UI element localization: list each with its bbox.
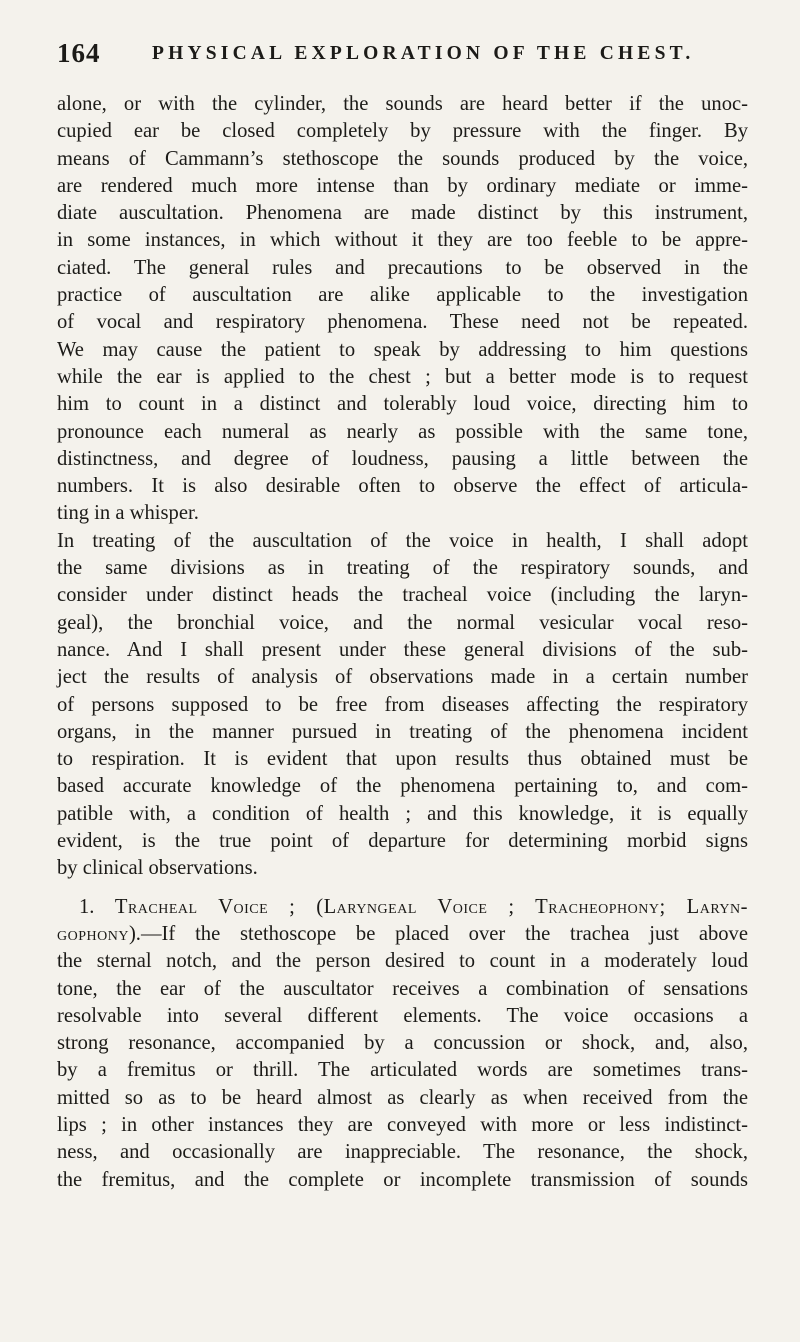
section-number: 1. [79, 895, 95, 918]
text-line: pronounce each numeral as nearly as possible with the same tone, [57, 420, 748, 443]
text-line: strong resonance, accompanied by a concussion or shock, and, also, [57, 1032, 748, 1055]
text-line: ciated. The general rules and precautions to be observed in the [57, 256, 748, 279]
text-line: based accurate knowledge of the phenomena pertaining to, and com- [57, 775, 748, 798]
text-line: while the ear is applied to the chest ; but a better mode is to request [57, 365, 748, 388]
text-line: the same divisions as in treating of the respiratory sounds, and [57, 557, 748, 580]
text-line: in some instances, in which without it they are too feeble to be appre- [57, 229, 748, 252]
text-line: him to count in a distinct and tolerably loud voice, directing him to [57, 393, 748, 416]
text-line: of persons supposed to be free from diseases affecting the respiratory [57, 693, 748, 716]
text-line: ting in a whisper. [57, 502, 199, 525]
text-line: In treating of the auscultation of the voice in health, I shall adopt [57, 529, 748, 552]
text-line: ness, and occasionally are inappreciable. The resonance, the shock, [57, 1141, 748, 1164]
text-line: ject the results of analysis of observations made in a certain number [57, 666, 748, 689]
text-line: the fremitus, and the complete or incomplete transmission of sounds [57, 1168, 748, 1191]
text-line: cupied ear be closed completely by pressure with the finger. By [57, 120, 748, 143]
running-title: PHYSICAL EXPLORATION OF THE CHEST. [152, 43, 695, 64]
text-line: mitted so as to be heard almost as clearly as when received from the [57, 1086, 748, 1109]
text-line: of vocal and respiratory phenomena. These need not be repeated. [57, 311, 748, 334]
paragraph-auscultation-voice [57, 91, 748, 528]
section-text: ).—If the stethoscope be placed over the trachea just above [128, 922, 748, 945]
text-line: means of Cammann’s stethoscope the sounds produced by the voice, [57, 147, 748, 170]
section-tracheal-voice [57, 894, 748, 1194]
text-line: evident, is the true point of departure for determining morbid signs [57, 830, 748, 853]
text-line: practice of auscultation are alike applicable to the investigation [57, 284, 748, 307]
section-heading-continued: gophony [57, 922, 129, 945]
paragraph-voice-in-health [57, 528, 748, 883]
text-line: geal), the bronchial voice, and the normal vesicular vocal reso- [57, 611, 748, 634]
text-line: by clinical observations. [57, 857, 258, 880]
section-heading-line [57, 894, 748, 921]
text-line: the sternal notch, and the person desired to count in a moderately loud [57, 950, 748, 973]
section-heading-line [57, 921, 748, 948]
text-line: resolvable into several different elements. The voice occasions a [57, 1004, 748, 1027]
running-header [57, 38, 757, 78]
text-line: tone, the ear of the auscultator receives a combination of sensations [57, 977, 748, 1000]
text-line: to respiration. It is evident that upon results thus obtained must be [57, 748, 748, 771]
section-heading: Tracheal Voice ; (Laryngeal Voice ; Tracheophony; Laryn- [114, 895, 748, 918]
text-line: are rendered much more intense than by ordinary mediate or imme- [57, 174, 748, 197]
text-line: We may cause the patient to speak by addressing to him questions [57, 338, 748, 361]
text-line: nance. And I shall present under these general divisions of the sub- [57, 638, 748, 661]
text-line: consider under distinct heads the tracheal voice (including the laryn- [57, 584, 748, 607]
text-line: patible with, a condition of health ; and this knowledge, it is equally [57, 802, 748, 825]
page-number: 164 [57, 38, 101, 68]
text-line: distinctness, and degree of loudness, pausing a little between the [57, 447, 748, 470]
text-line: by a fremitus or thrill. The articulated words are sometimes trans- [57, 1059, 748, 1082]
text-line: numbers. It is also desirable often to observe the effect of articula- [57, 475, 748, 498]
text-line: alone, or with the cylinder, the sounds are heard better if the unoc- [57, 93, 748, 115]
body-text [57, 91, 748, 1194]
text-line: lips ; in other instances they are conveyed with more or less indistinct- [57, 1113, 748, 1136]
section-spacer [57, 883, 748, 894]
text-line: organs, in the manner pursued in treating of the phenomena incident [57, 720, 748, 743]
text-line: diate auscultation. Phenomena are made distinct by this instrument, [57, 202, 748, 225]
